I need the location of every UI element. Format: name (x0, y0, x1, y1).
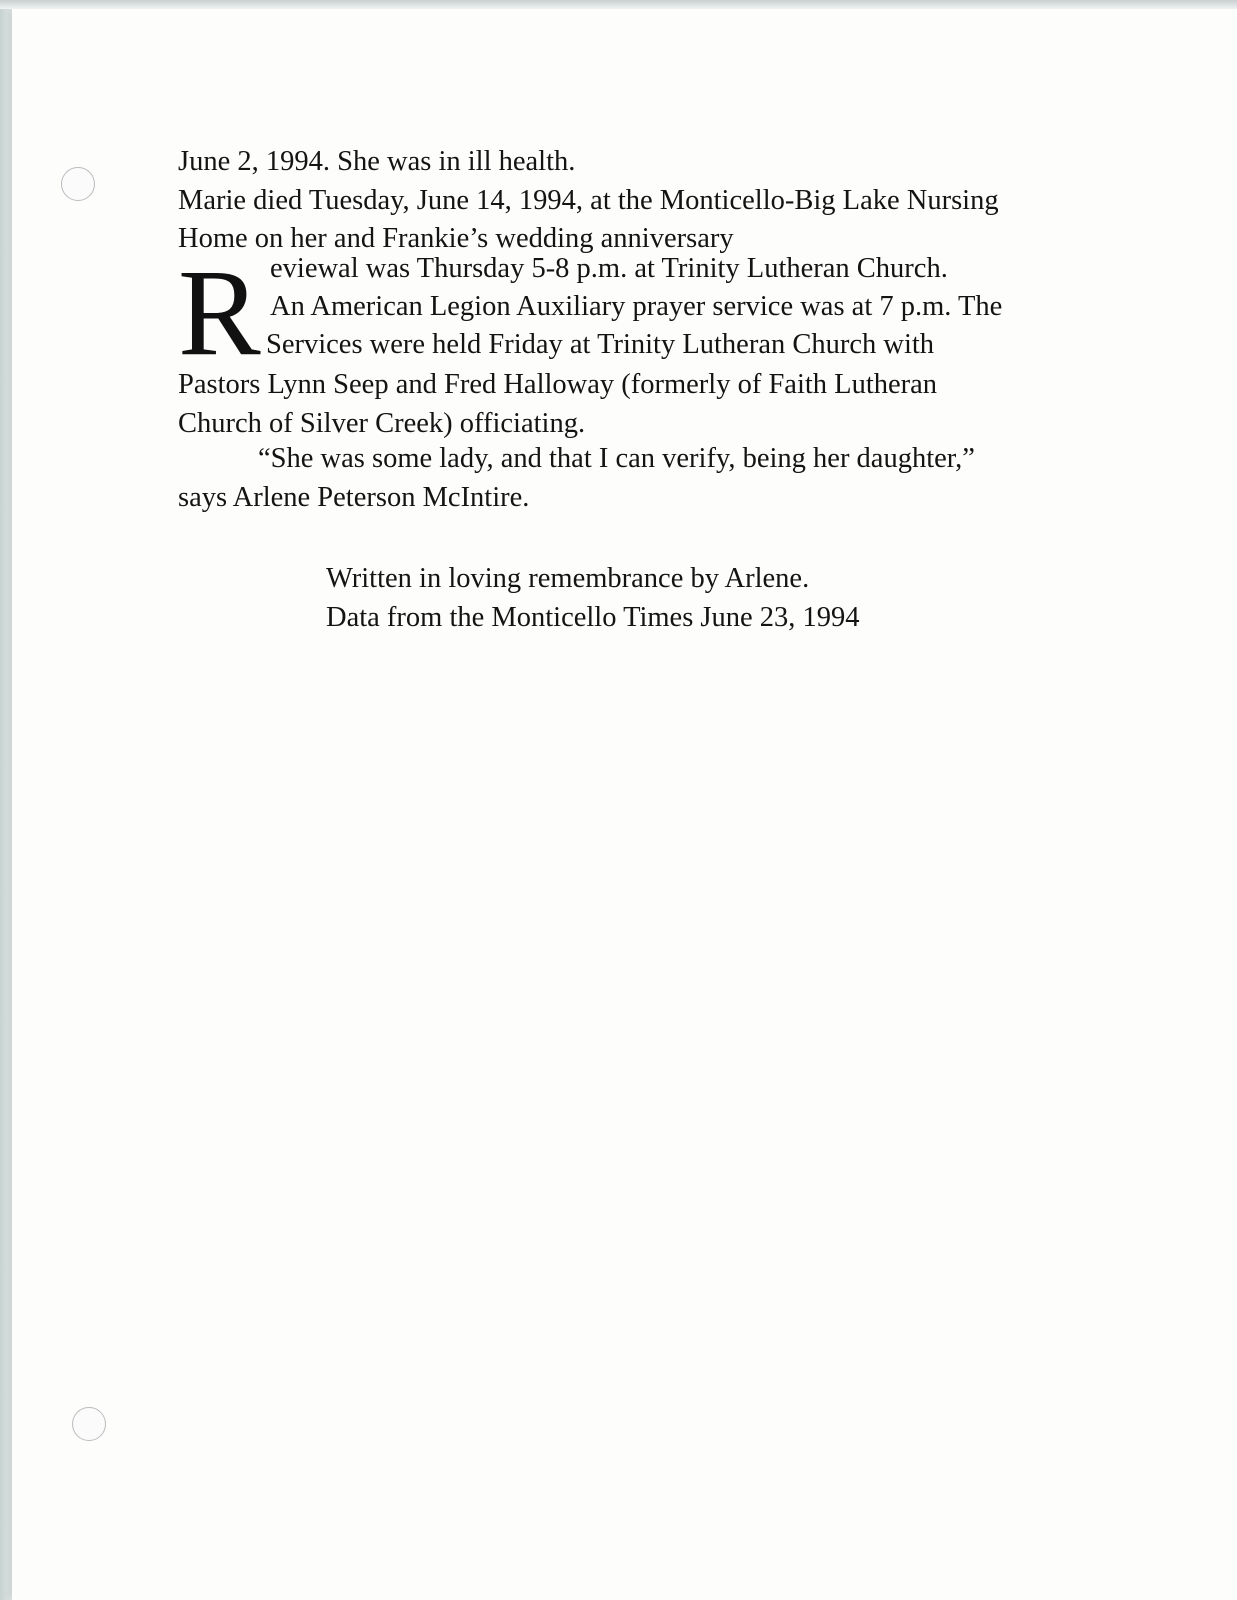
punch-hole-top (61, 167, 95, 201)
text-line: “She was some lady, and that I can verify, being her daughter,” (258, 443, 975, 474)
paragraph-services-continued (178, 366, 1118, 443)
text-line: June 2, 1994. She was in ill health. (178, 146, 576, 177)
scan-top-edge (0, 0, 1237, 9)
paragraph-intro (178, 143, 1118, 259)
text-line: Data from the Monticello Times June 23, 1994 (326, 601, 860, 633)
text-line: Home on her and Frankie’s wedding anniversary (178, 223, 734, 254)
text-line: An American Legion Auxiliary prayer service was at 7 p.m. The (270, 291, 1003, 322)
text-line: eviewal was Thursday 5-8 p.m. at Trinity Lutheran Church. (270, 253, 948, 284)
text-line: Services were held Friday at Trinity Lutheran Church with (266, 329, 935, 360)
text-line: Written in loving remembrance by Arlene. (326, 563, 810, 594)
paragraph-quote (178, 440, 1118, 517)
text-line: Pastors Lynn Seep and Fred Halloway (formerly of Faith Lutheran (178, 369, 938, 400)
text-line: Church of Silver Creek) officiating. (178, 407, 586, 439)
text-line: Marie died Tuesday, June 14, 1994, at the Monticello-Big Lake Nursing (178, 184, 999, 216)
text-line: says Arlene Peterson McIntire. (178, 481, 530, 513)
closing-note (326, 560, 860, 637)
drop-cap-letter: R (178, 244, 261, 381)
punch-hole-bottom (72, 1407, 106, 1441)
